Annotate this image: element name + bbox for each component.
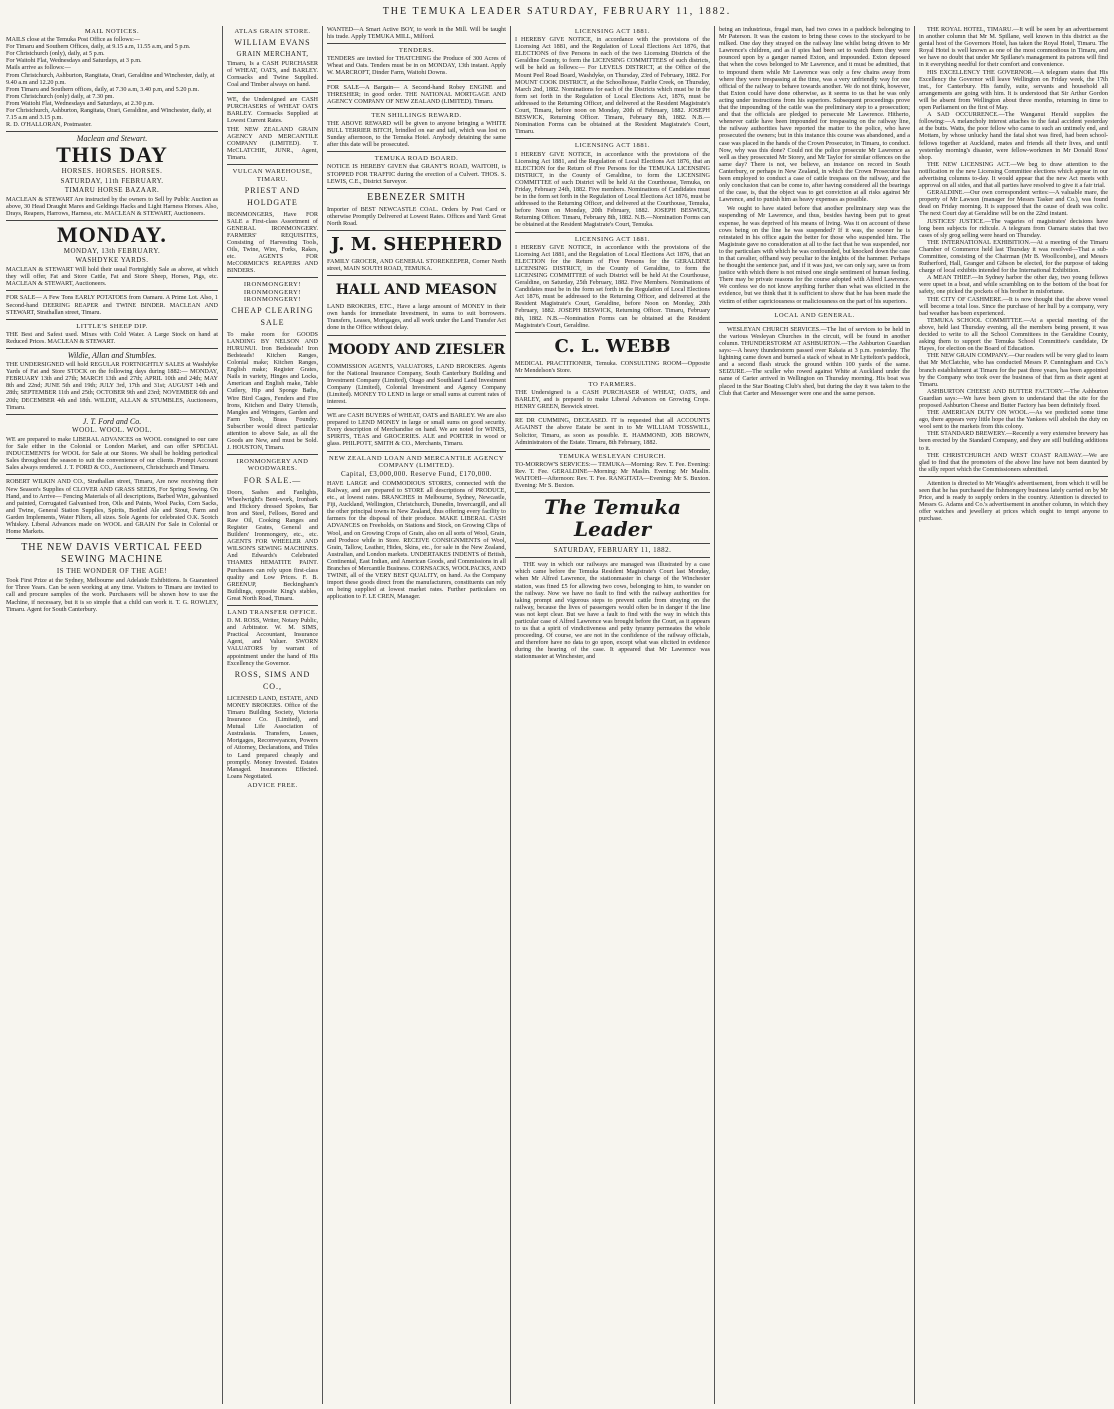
forsale-text: Doors, Sashes and Fanlights, Wheelwright's Bent-work, Ironbark and Hickory dressed Spokes, Bar Iron and Steel, Felloes, Bored and Raw Oil, Cooking Ranges and Register Grates, General and Builders' Ironmongery, etc., etc. AGENTS FOR WHEELER AND WILSON'S SEWING MACHINES. And Edwards's Celebrated THAMES HEMATITE PAINT. Purchasers can rely upon first-class quality and Low Prices. F. B. GREENUP, Beckingham's Buildings, opposite King's stables, Great North Road, Timaru. (227, 488, 318, 602)
for-sale-text: FOR SALE— A Few Tons EARLY POTATOES from Oamaru. A Prime Lot. Also, 1 Second-hand DEERING REAPER and TWINE BINDER. MACLEAN AND STEWART, Strathallan street, Timaru. (6, 294, 218, 316)
evans-name: WILLIAM EVANS (234, 38, 311, 48)
forsale-heading: FOR SALE.— (243, 475, 302, 485)
moody-name: MOODY AND ZIESLER (327, 341, 506, 358)
hall-name: HALL AND MEASON (335, 282, 498, 299)
nzla-title: NEW ZEALAND LOAN AND MERCANTILE AGENCY COMPANY (LIMITED). (328, 454, 505, 469)
washdyke-yards: WASHDYKE YARDS. (75, 256, 149, 265)
hall-text: LAND BROKERS, ETC., Have a large amount of MONEY in their own hands for immediate Investment, in sums to suit borrowers. Transfers, Leases, Mortgages, and all work under the Land Transfer Act done in the Office without delay. (327, 303, 506, 332)
paper-title: The Temuka Leader (544, 495, 681, 542)
mean-thief-item: A MEAN THIEF.—In Sydney harbor the other day, two young fellows were upset in a boat, and while scrambling on to the bottom of the boat for safety, one picked the pockets of his brother in misfortune. (919, 274, 1108, 296)
column-5 (714, 26, 914, 1404)
justices-item: JUSTICES' JUSTICE.—The vagaries of magistrates' decisions have long been subjects for ridicule. A telegram from Oamaru states that two cases of sly grog selling were heard on Thursday. (919, 217, 1108, 239)
exhibition-item: THE INTERNATIONAL EXHIBITION.—At a meeting of the Timaru Chamber of Commerce held last Thursday it was resolved—That a sub-Committee, consisting of the Chairman (Mr B. Woollcombe), and Messrs Rutherford, Hall, Granger and Gibson be elected, for the purpose of taking charge of local exhibits intended for the International Exhibition. (919, 238, 1108, 275)
priest-text: IRONMONGERS, Have FOR SALE a First-class Assortment of GENERAL IRONMONGERY. FARMERS' REQUISITES, Consisting of Harvesting Tools, Oils, Twine, Wire, Forks, Rakes, etc. AGENTS FOR McCORMICK'S REAPERS AND BINDERS. (227, 210, 318, 275)
licensing-2-title: LICENSING ACT 1881. (574, 142, 651, 150)
webb-name: C. L. WEBB (554, 335, 671, 357)
road-board-title: TEMUKA ROAD BOARD. (374, 155, 459, 163)
forsale-bargain: FOR SALE—A Bargain— A Second-hand Robey ENGINE and THRESHER; in good order. THE NATIONAL MORTGAGE AND AGENCY COMPANY OF NEW ZEALAND (LIMITED). Timaru. (327, 83, 506, 105)
sheep-dip-text: THE Best and Safest used. Mixes with Cold Water. A Large Stock on hand at Reduced Prices. MACLEAN & STEWART. (6, 330, 218, 345)
cheap-sale: CHEAP CLEARING SALE (231, 305, 314, 327)
ross-sims-name: ROSS, SIMS AND CO., (234, 669, 311, 691)
column-3 (322, 26, 510, 1404)
butter-factory-item: ASHBURTON CHEESE AND BUTTER FACTORY.—The Ashburton Guardian says:—We have been given to understand that the site for the proposed Ashburton Cheese and Butter Factory has been definitely fixed. (919, 387, 1108, 409)
mail-notice-line: From Waitohi Flat, Wednesdays and Saturdays, at 2.30 p.m. (6, 99, 155, 107)
vulcan-title: VULCAN WAREHOUSE, TIMARU. (232, 168, 313, 183)
ross-sims-text: LICENSED LAND, ESTATE, AND MONEY BROKERS. Office of the Timaru Building Society, Victoria Insurance Co. (Limited), and Mutual Life Association of Australasia. Transfers, Leases, Mortgages, Reconveyances, Powers of Attorney, Declarations, and Titles to Land prepared cheaply and promptly. Money Invested. Estates Managed. Insurances Effected. Loans Negotiated. (227, 694, 318, 780)
road-text: NOTICE IS HEREBY GIVEN that GRANT'S ROAD, WAITOHI, is STOPPED FOR TRAFFIC during the erection of a Culvert. THOS. S. LEWIS, C.E., District Surveyor. (327, 163, 506, 185)
nzla-capital: Capital, £3,000,000. Reserve Fund, £170,000. (341, 469, 492, 478)
governor-item: HIS EXCELLENCY THE GOVERNOR.—A telegram states that His Excellency the Governor will leave Wellington on Friday week, the 17th inst., for Canterbury. His family, suite, servants and household all arrangements are going with him. It is understood that Sir Arthur Gordon will be absent from Wellington about three months, returning in time to open Parliament on the first of May. (919, 68, 1108, 112)
sad-occurrence-item: A SAD OCCURRENCE.—The Wanganui Herald supplies the following:—A melancholy interest attaches to the fatal accident yesterday at the butts. Watts, the poor fellow who came to such an untimely end, and Mottam, by whose unlucky hand the fatal shot was fired, had been school-fellows together at Auckland, mates and friends all their lives, and until yesterday morning's disaster, were fellow-workmen in Mr Donald Ross' shop. (919, 111, 1108, 161)
washdyke-text: MACLEAN & STEWART Will hold their usual Fortnightly Sale as above, at which they will offer, Fat and Store Cattle, Fat and Store Sheep, Horses, Pigs, etc. MACLEAN & STEWART, Auctioneers. (6, 266, 218, 288)
nzla-text: HAVE LARGE and COMMODIOUS STORES, connected with the Railway, and are prepared to STORE all descriptions of PRODUCE, etc., at lowest rates. BRANCHES in Melbourne, Sydney, Newcastle, Fiji, Auckland, Wellington, Christchurch, Dunedin, Invercargill, and all the other principal towns in New Zealand, thus offering every facility to farmers for the disposal of their produce. MAKE LIBERAL CASH ADVANCES on Freeholds, on Stations and Stock, on Growing Clips of Wool, and on Growing Crops of Grain, also on all sorts of Wool, Grain, and Produce while in Store. RECEIVE CONSIGNMENTS of Wool, Grain, Tallow, Leather, Hides, Skins, etc., for sale in the New Zealand, Australian, and London markets. UNDERTAKES INDENTS of British, Continental, East Indian, and American Goods, and Commissions in all Branches of Mercantile Business. CORNSACKS, WOOLPACKS, AND TWINE, all of the VERY BEST QUALITY, on hand. As the Company import these goods direct from the manufacturers, constituents can rely on being supplied at lowest market rates. Further particulars on application to F. LE CREN, Manager. (327, 479, 506, 601)
wildie-text: THE UNDERSIGNED will hold REGULAR FORTNIGHTLY SALES at Washdyke Yards of Fat and Store STOCK on the following days during 1882:— MONDAY, FEBRUARY 13th and 27th; MARCH 13th and 27th; APRIL 10th and 24th; MAY 8th and 22nd; JUNE 5th and 19th; JULY 3rd, 17th and 31st; AUGUST 14th and 28th; SEPTEMBER 11th and 25th; OCTOBER 9th and 23rd; NOVEMBER 6th and 20th; DECEMBER 4th and 18th. WILDIE, ALLAN & STUMBLES, Auctioneers, Timaru. (6, 361, 218, 411)
local-general-text: WESLEYAN CHURCH SERVICES.—The list of services to be held in the various Wesleyan Churches in the circuit, will be found in another column. THUNDERSTORM AT ASHBURTON.—The Ashburton Guardian says:—A heavy thunderstorm passed over Rakaia at 3 p.m. yesterday. The lightning came down and burned a stack of wheat in Mr Lyttelton's paddock, and a second flash struck the ground within 100 yards of the same. SEIZURE.—The sculler who rowed against White at Auckland under the name of Carter arrived in Wellington on Thursday morning. His boat was placed in the Star Boating Club's shed, but during the day it was taken to the Club that Carter and Messenger were one and the same person. (719, 325, 910, 397)
cumming-text: RE DR CUMMING, DECEASED. IT is requested that all ACCOUNTS AGAINST the above Estate be sent in to Mr WILLIAM TOSSWILL, Solicitor, Timaru, as soon as possible. E. HAMMOND, JOB BROWN, Administrators of the Estate. Timaru, 8th February, 1882. (515, 417, 710, 446)
mail-notice-line: From Christchurch, Ashburton, Rangitata, Orari, Geraldine and Winchester, daily, at 9.40 a.m and 12.20 p.m. (6, 71, 215, 86)
ford-text: WE are prepared to make LIBERAL ADVANCES on WOOL consigned to our care for Sale either in the Colonial or London Market, and can offer SPECIAL INDUCEMENTS for WOOL for Sale at our Stores. We shall be holding periodical Sales throughout the season to suit the convenience of our clients. Prompt Account Sales always rendered. J. T. FORD & CO., Auctioneers, Christchurch and Timaru. (6, 435, 218, 472)
farmers-text: THE Undersigned is a CASH PURCHASER of WHEAT, OATS, and BARLEY, and is prepared to make Liberal Advances on Growing Crops. HENRY GREEN, Beswick street. (515, 389, 710, 411)
railway-item: THE CHRISTCHURCH AND WEST COAST RAILWAY.—We are glad to find that the promoters of the above line have not been daunted by the silly report which the Commissioners submitted. (919, 451, 1108, 473)
licensing-act-item: THE NEW LICENSING ACT.—We beg to draw attention to the notification re the new Licensing Committee elections which appear in our advertising columns to-day. It would appear that the new Act meets with approval on all sides, and that all parties have resolved to give it a fair trial. (919, 160, 1108, 190)
wildie-header: Wildie, Allan and Stumbles. (67, 351, 157, 360)
wool-line: WOOL. WOOL. WOOL. (72, 425, 152, 434)
licensing-1-title: LICENSING ACT 1881. (574, 28, 651, 35)
mail-notice-line: From Timaru and Southern offices, daily, at 7.30 a.m, 3.40 p.m, and 5.20 p.m. (6, 85, 199, 93)
monday-heading: MONDAY. (57, 221, 167, 247)
smith-text: Importer of BEST NEWCASTLE COAL. Orders by Post Card or otherwise Promptly Delivered at Lowest Rates. Offices and Yard: Great North Road. (327, 205, 506, 227)
land-office-title: LAND TRANSFER OFFICE. (227, 609, 318, 616)
farmers-title: TO FARMERS. (588, 380, 637, 388)
editorial-continued-2: We ought to have stated before that another preliminary step was the suspending of Mr Lawrence, and thus, besides having been put to great expense, he was deprived of his means of living. Was it on account of these cows being on the line he was suspended? If it was, the sooner he is reinstated in his office again the better for those who suspended him. The Magistrate gave no consideration at all to the fact that he was suspended, nor to the particulars with which he was confounded, but knocked down the case in that cavalier, offhand way peculiar to the knights of the hammer. Perhaps he thought the sentence just, and if it was just, we can only say, save us from justice with which there is not mixed one single sentiment of human feeling. There may be private reasons for the course adopted with Alfred Lawrence. We confess we do not know anything further than what was elicited in the evidence, but we think that it is sufficient to show that he has been made the victim of either capriciousness or maliciousness on the part of his superiors. (719, 205, 910, 305)
paper-date: SATURDAY, FEBRUARY 11, 1882. (553, 546, 672, 555)
monday-date: MONDAY, 13th FEBRUARY. (63, 246, 161, 255)
buyers-text: WE are CASH BUYERS of WHEAT, OATS and BARLEY. We are also prepared to LEND MONEY in large or small sums on good security. Every description of Merchandise on hand. We are noted for WINES, SPIRITS, TEAS and GROCERIES. ALE and PORTER in wood or glass. PHILPOTT, SMITH & CO., Merchants, Timaru. (327, 412, 506, 448)
this-day-heading: THIS DAY (56, 142, 168, 168)
nzga-text: THE NEW ZEALAND GRAIN AGENCY AND MERCANTILE COMPANY (LIMITED). T. McCLATCHIE, JUNR., Agent, Timaru. (227, 125, 318, 162)
sheep-dip-title: LITTLE'S SHEEP DIP. (76, 322, 148, 330)
licensing-3-title: LICENSING ACT 1881. (574, 235, 651, 243)
wilkin-text: ROBERT WILKIN AND CO., Strathallan street, Timaru, Are now receiving their New Season's Supplies of CLOVER AND GRASS SEEDS, For Spring Sowing. On Hand, and to Arrive— Fencing Materials of all descriptions, Barbed Wire, galvanised and painted, Corrugated Galvanised Iron, Oils and Paints, Wool Packs, Corn Sacks, and Twine, General Station Supplies, Spirits, Bottled Ale and Stout, Farm and Garden Implements, Water Filters, all sizes. Sole Agents for celebrated O.K. Scotch Whiskey. Liberal Advances made on WOOL and GRAIN For Sale in Colonial or Home Markets. (6, 478, 218, 536)
licensing-3-text: I HEREBY GIVE NOTICE, in accordance with the provisions of the Licensing Act 1881, and the Regulation of Local Elections Act 1876, that an ELECTION for the Return of Five Persons for the GERALDINE LICENSING DISTRICT, in the County of Geraldine, to form the LICENSING COMMITTEE of such District will be held At the Courthouse, Geraldine, on Saturday, 25th February, 1882. Five Members. Nominations of Candidates must be in the form set forth in the Regulation of Local Elections Act 1876, must be addressed to the Returning Officer, and delivered at the Resident Magistrate's Court, Geraldine, before Noon on Monday, 20th February, 1882. JOSEPH BESWICK, Returning Officer. Timaru, February 8th, 1882. N.B.—Nomination Forms can be obtained at the Resident Magistrate's Court, Geraldine. (515, 243, 710, 329)
moody-text: COMMISSION AGENTS, VALUATORS, LAND BROKERS. Agents for the National Insurance Company, South Canterbury Building and Investment Company (Limited), Otago and Southland Land Investment Company (Limited), Colonial Investment and Agency Company (Limited). MONEY TO LEND in large or small sums at current rates of interest. (327, 362, 506, 405)
mail-notice-line: For Timaru and Southern Offices, daily, at 9.15 a.m, 11.55 a.m, and 5 p.m. (6, 43, 191, 51)
editorial-continued: being an industrious, frugal man, had two cows in a paddock belonging to Mr Paterson. It was the custom to bring these cows to the stockyard to be milked. One day they strayed on the railway line whilst being driven to Mr Lawrence's children, and as if spies had been set to watch them they were pounced upon by a ganger named Exton, and impounded. Exton deposed that when the cows belonged to Mr Lawrence, and it must be admitted, that to impound them while Mr Lawrence was only a few chains away from where they were trespassing at the time, was a very unfriendly way for one official of the railway to behave towards another. We do not think, however, that Exton could have done otherwise, as it seems to us that he was only acting under instructions from his superiors. Subsequent proceedings prove that the impounding of the cattle was the preliminary step to a prosecution; and that the officials are pledged to persecute Mr Lawrence. Hitherto, whenever cattle have been impounded for trespassing on the railway line, the railway authorities have reported the matter to the police, who have prosecuted the owners; but in this instance this course was abandoned, and a case was placed in the hands of the Crown Prosecutor, in Timaru, to conduct. Now, why was this done? Could not the police prosecute Mr Lawrence as well as they prosecuted Mr Storey, and Mr Taylor for similar offences on the same day? There is not, we believe, an instance on record in South Canterbury, or perhaps in New Zealand, in which the Crown Prosecutor has been employed to conduct a case of cattle trespass on the railway, and the only conclusion that can be come to, after having considered all the bearings of the case, is, that the object was to get conviction at all risks against Mr Lawrence, and to punish him as heavy expenses as possible. (719, 26, 910, 204)
royal-hotel-item: THE ROYAL HOTEL, TIMARU.—It will be seen by an advertisement in another column that Mr M. Spillane, well known in this district as the genial host of the Governors Hotel, has taken the Royal Hotel, Timaru. The Royal Hotel is well known as one of the most commodious in Timaru, and we have no doubt that under Mr Spillane's management its patrons will find in it everything needful for their comfort and convenience. (919, 26, 1108, 69)
column-1 (2, 26, 222, 1404)
webb-text: MEDICAL PRACTITIONER, Temuka. CONSULTING ROOM—Opposite Mr Mendelson's Store. (515, 359, 710, 374)
shepherd-text: FAMILY GROCER, AND GENERAL STOREKEEPER, Corner North street, MAIN SOUTH ROAD, TEMUKA. (327, 257, 506, 273)
licensing-2-text: I HEREBY GIVE NOTICE, in accordance with the provisions of the Licensing Act 1881, and the Regulation of Local Elections Act 1876, that an ELECTION for the Return of Five Persons for the TEMUKA LICENSING DISTRICT, in the County of Geraldine, to form the LICENSING COMMITTEE of such District will be held At the Courthouse, Temuka, on Friday, February 24th, 1882. Five members. Nominations of Candidates must be in the form set forth in the Regulation of Local Elections Act 1876, must be addressed to the Returning Officer, and delivered at the Courthouse, Temuka, before Noon on Monday, 20th February, 1882. JOSEPH BESWICK, Returning Officer. Timaru, February 8th, 1882. N.B.—Nomination Forms can be obtained at the Resident Magistrate's Court, Temuka. (515, 150, 710, 229)
school-committee-item: TEMUKA SCHOOL COMMITTEE.—At a special meeting of the above, held last Thursday evening, all the members being present, it was decided to write to all the School Committees in the Geraldine County, asking them to support the Temuka School Committee's candidate, Dr Hayes, for election on the Board of Education. (919, 316, 1108, 353)
reward-text: THE ABOVE REWARD will be given to anyone bringing a WHITE BULL TERRIER BITCH, brindled on ear and tail, which was lost on Sunday afternoon, to the Temuka Hotel. Anybody detaining the same after this date will be prosecuted. (327, 119, 506, 149)
tenders-text: TENDERS are invited for THATCHING the Produce of 300 Acres of Wheat and Oats. Tenders must be in on MONDAY, 13th instant. Apply W. MARCROFT, Dinder Farm, Waitohi Downs. (327, 55, 506, 77)
column-4 (510, 26, 714, 1404)
local-general-title: LOCAL AND GENERAL. (774, 311, 855, 319)
davis-text: Took First Prize at the Sydney, Melbourne and Adelaide Exhibitions. Is Guaranteed for Three Years. Can be seen working at any time. Visitors to Timaru are invited to call and procure samples of the work. Purchasers will be shown how to use the Machine, if necessary, but it is so simple that a child can work it. T. G. ROWLEY, Timaru. Agent for South Canterbury. (6, 577, 218, 613)
mail-notice-line: For Christchurch, Ashburton, Rangitata, Orari, Geraldine, and Winchester, daily, at 7.15 a.m and 3.15 p.m. (6, 107, 212, 122)
cash-text: WE, the Undersigned are CASH PURCHASERS of WHEAT OATS BARLEY. Cornsacks Supplied at Lowest Current Rates. (227, 95, 318, 124)
attention-item: Attention is directed to Mr Waugh's advertisement, from which it will be seen that he has purchased the fishmongery business lately carried on by Mr Price, and is ready to supply orders in the country. Attention is directed to Messrs G. Adams and Co.'s advertisement in another column, in which they offer watches and jewellery at prices which ought to tempt anyone to purchase. (919, 479, 1108, 523)
mail-notice-line: From Christchurch (only) daily, at 7.30 pm. (6, 92, 115, 100)
column-2-content (222, 26, 322, 1404)
evans-role: GRAIN MERCHANT, (236, 50, 309, 59)
reward-title: TEN SHILLINGS REWARD. (371, 111, 462, 119)
saturday-line: SATURDAY, 11th FEBRUARY. (60, 176, 164, 185)
mail-notices-title: MAIL NOTICES. (84, 28, 140, 35)
licensing-1-text: I HEREBY GIVE NOTICE, in accordance with the provisions of the Licensing Act 1881, and the Regulation of Local Elections Act 1876, that ELECTIONS of five Persons in each of the two Licensing Districts of the Geraldine County, to form the LICENSING COMMITTEES of such districts, will be held as follows:— For LEVELS DISTRICT, at the Office of the Mount Peel Road Board, Washdyke, on Thursday, 23rd of February, 1882. For MOUNT COOK DISTRICT, at the Schoolhouse, Fairlie Creek, on Thursday, March 2nd, 1882. Nominations for each of the Districts which must be in the form set forth in the Regulation of Local Elections Act, 1876, must be addressed to the Returning Officer, and delivered at the Resident Magistrate's Court, Timaru, before noon on Monday, 20th of February, 1882. JOSEPH BESWICK, Returning Officer. Timaru, February 8th, 1882. N.B.—Nomination Forms can be obtained at the Resident Magistrate's Court, Timaru. (515, 36, 710, 136)
grain-company-item: THE NEW GRAIN COMPANY.—Our readers will be very glad to learn that Mr McClatchie, who has conducted Messrs P. Cunningham and Co.'s branch establishment at Timaru for the past three years, has been appointed by the Company who took over the business of that firm as their agent at Timaru. (919, 352, 1108, 388)
maclean-header: Maclean and Stewart. (76, 134, 148, 144)
american-duty-item: THE AMERICAN DUTY ON WOOL.—As we predicted some time ago, there appears very little hope that the Yankees will abolish the duty on wool sent to the markets from this colony. (919, 409, 1108, 431)
iron-head: IRONMONGERY! IRONMONGERY! IRONMONGERY! (243, 281, 302, 303)
masthead: THE TEMUKA LEADER SATURDAY, FEBRUARY 11, 1882. (382, 6, 732, 17)
mail-notice-line: R. D. O'HALLORAN, Postmaster. (6, 121, 92, 129)
shepherd-name: J. M. SHEPHERD (331, 233, 502, 255)
atlas-title: ATLAS GRAIN STORE. (234, 28, 311, 35)
ross-text: D. M. ROSS, Writer, Notary Public, and Arbitrator. W. M. SIMS, Practical Accountant, Insurance Agent, and Valuer. SWORN VALUATORS by warrant of appointment under the hand of His Excellency the Governor. (227, 617, 318, 667)
wesleyan-text: TO-MORROW'S SERVICES:— TEMUKA—Morning: Rev. T. Fee. Evening: Rev. T. Fee. GERALDINE—Morning: Mr Maslin. Evening: Mr Maslin. WAITOHI—Afternoon: Rev. T. Fee. RANGITATA—Evening: Mr S. Buxton. Evening: Mr S. Buxton. (515, 460, 710, 490)
smith-name: EBENEZER SMITH (367, 191, 466, 203)
priest-name: PRIEST AND HOLDGATE (244, 185, 301, 207)
ford-header: J. T. Ford and Co. (82, 416, 142, 426)
bazaar-line: TIMARU HORSE BAZAAR. (64, 185, 160, 194)
iron-wood-title: IRONMONGERY AND WOODWARES. (236, 458, 309, 473)
mail-notice-line: For Christchurch (only), daily, at 5 p.m. (6, 50, 105, 58)
editorial-text: THE way in which our railways are managed was illustrated by a case which came before the Temuka Resident Magistrate's Court last Monday, when Mr Alfred Lawrence, the stationmaster in charge of the Winchester station, was fined £5 for allowing two cows, belonging to him, to wander on the railway. Now we have no fault to find with the railway authorities for taking prompt and vigorous steps to prevent cattle from straying on the railway, because the lives of passengers would often be in danger if the line was not kept clear. But we have a fault to find with the way in which this particular case of Alfred Lawrence was brought before the Court, as it appears to us that a spirit of vindictiveness and petty tyranny permeates the whole proceeding. Of course, we are not in the confidence of the railway officials, and therefore have no data to go upon, except what was elicited in evidence during the hearing of the case. It appeared that Mr Lawrence was stationmaster at Winchester, and (515, 561, 710, 661)
brewery-item: THE STANDARD BREWERY.—Recently a very extensive brewery has been erected by the Standard Company, and they are still building additions to it. (919, 430, 1108, 452)
wanted-text: WANTED—A Smart Active BOY, to work in the Mill. Will be taught his trade. Apply TEMUKA MILL, Milford. (327, 26, 506, 41)
cheap-text: To make room for GOODS LANDING BY NELSON AND HURUNUI. Iron Bedsteads! Iron Bedsteads! Kitchen Ranges, Colonial make; Kitchen Ranges, English make; Register Grates, Nails in variety, Hinges and Locks, American and English make, Table Cutlery, Hip and Sponge Baths, Wire Bird Cages, Fenders and Fire Irons, Kitchen and Dairy Utensils, Mangles and Wringers, Garden and Farm Tools, Brass Foundry. Subscriber would direct particular attention to above Sale, as all the Goods are New, and must be Sold. J. HOUSTON, Timaru. (227, 330, 318, 452)
mail-notice-line: For Waitohi Flat, Wednesdays and Saturdays, at 3 p.m. (6, 57, 142, 65)
column-6 (914, 26, 1112, 1404)
wesleyan-title: TEMUKA WESLEYAN CHURCH. (558, 452, 667, 460)
cashmere-item: THE CITY OF CASHMERE.—It is now thought that the above vessel will become a total loss. Since the purchase of her hull by a company, very bad weather has been experienced. (919, 295, 1108, 317)
maclean-text: MACLEAN & STEWART Are instructed by the owners to Sell by Public Auction as above, 30 Head Draught Mares and Geldings Hacks and Light Harness Horses. Also, Drays, Reapers, Harrows, Harness, etc. MACLEAN & STEWART, Auctioneers. (6, 195, 218, 217)
mail-notice-line: MAILS close at the Temuka Post Office as follows:— (6, 36, 141, 44)
horses-line: HORSES. HORSES. HORSES. (61, 167, 163, 176)
mail-notices-list (6, 36, 218, 128)
ross-footer: ADVICE FREE. (247, 781, 298, 789)
davis-sub: IS THE WONDER OF THE AGE! (56, 567, 168, 576)
tenders-title: TENDERS. (398, 47, 435, 55)
evans-text: Timaru, Is a CASH PURCHASER of WHEAT, OATS, and BARLEY. Cornsacks and Twine Supplied. Coal and Timber always on hand. (227, 60, 318, 89)
davis-title: THE NEW DAVIS VERTICAL FEED SEWING MACHINE (21, 542, 203, 566)
geraldine-item: GERALDINE.—Our own correspondent writes:—A valuable mare, the property of Mr Lawson (manager for Messrs Tasker and Co.), was found dead on Friday morning. It is supposed that the cause of death was colic. The next Court day at Geraldine will be on the 22nd instant. (919, 189, 1108, 218)
mail-notice-line: Mails arrive as follows:— (6, 64, 71, 72)
